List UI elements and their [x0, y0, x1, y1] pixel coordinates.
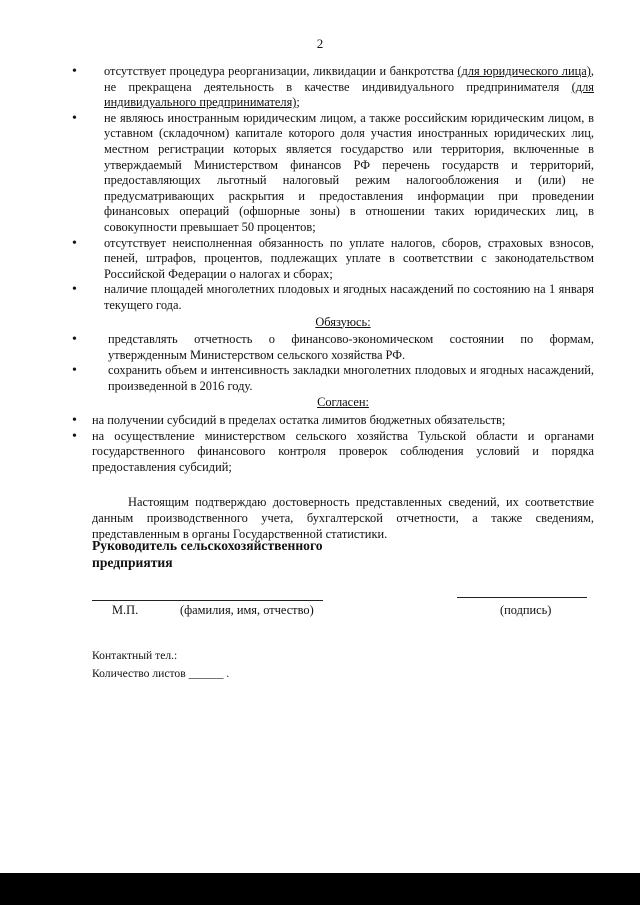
document-body: [92, 64, 594, 542]
page-number: 2: [316, 36, 324, 51]
item-text: отсутствует процедура реорганизации, ликвидации и банкротства: [104, 64, 458, 78]
item-text-underlined: (для юридического лица): [457, 64, 591, 78]
name-line: [92, 600, 323, 601]
conditions-list: [92, 64, 594, 314]
item-text-underlined: (для индивидуального предпринимателя): [104, 79, 594, 110]
name-label: (фамилия, имя, отчество): [180, 603, 314, 617]
list-item: • на получении субсидий в пределах остатка лимитов бюджетных обязательств;: [92, 413, 594, 429]
heading-obligate: Обязуюсь:: [315, 314, 371, 329]
consent-list: [92, 413, 594, 475]
signature-label: (подпись): [500, 603, 552, 617]
list-item: • сохранить объем и интенсивность закладки многолетних плодовых и ягодных насаждений, произведенной в 2016 году.: [92, 363, 594, 394]
list-item: • на осуществление министерством сельского хозяйства Тульской области и органами государственного финансового контроля проверок соблюдения условий и порядка предоставления субсидий;: [92, 429, 594, 476]
sheets-blank: ______ .: [188, 667, 230, 680]
obligations-list: [92, 332, 594, 394]
signatory-title: [92, 537, 323, 571]
list-item: • отсутствует неисполненная обязанность по уплате налогов, сборов, страховых взносов, пеней, штрафов, процентов, подлежащих уплате в соответствии с законодательством Российской Федерации о налогах и сборах;: [92, 236, 594, 283]
sheets-label: Количество листов: [92, 667, 186, 680]
sheets-count: [92, 667, 229, 680]
signature-line: [457, 597, 587, 598]
scan-edge-bar: [0, 873, 640, 905]
list-item: [92, 64, 594, 111]
stamp-label: М.П.: [112, 603, 139, 617]
list-item: • наличие площадей многолетних плодовых и ягодных насаждений по состоянию на 1 января текущего года.: [92, 282, 594, 313]
item-text: ;: [296, 95, 300, 110]
confirmation-paragraph: Настоящим подтверждаю достоверность представленных сведений, их соответствие данным производственного учета, бухгалтерской отчетности, а также сведениям, представленным в органы Государственной статистики.: [92, 495, 594, 541]
signatory-title-line: Руководитель сельскохозяйственного: [92, 538, 323, 553]
contact-phone-label: Контактный тел.:: [92, 649, 178, 662]
signatory-title-line: предприятия: [92, 555, 173, 570]
list-item: • не являюсь иностранным юридическим лицом, а также российским юридическим лицом, в уставном (складочном) капитале которого доля участия иностранных юридических лиц, местном регистрации которых является государство или территория, включенные в утверждаемый Министерством финансов РФ перечень государств и территорий, предоставляющих льготный налоговый режим налогообложения и (или) не предусматривающих раскрытия и предоставления информации при проведении финансовых операций (офшорные зоны) в отношении таких юридических лиц, в совокупности превышает 50 процентов;: [92, 111, 594, 236]
item-text: , не прекращена деятельность в качестве индивидуального предпринимателя: [104, 64, 594, 94]
list-item: • представлять отчетность о финансово-экономическом состоянии по формам, утвержденным Министерством сельского хозяйства РФ.: [92, 332, 594, 363]
heading-agree: Согласен:: [317, 395, 369, 410]
